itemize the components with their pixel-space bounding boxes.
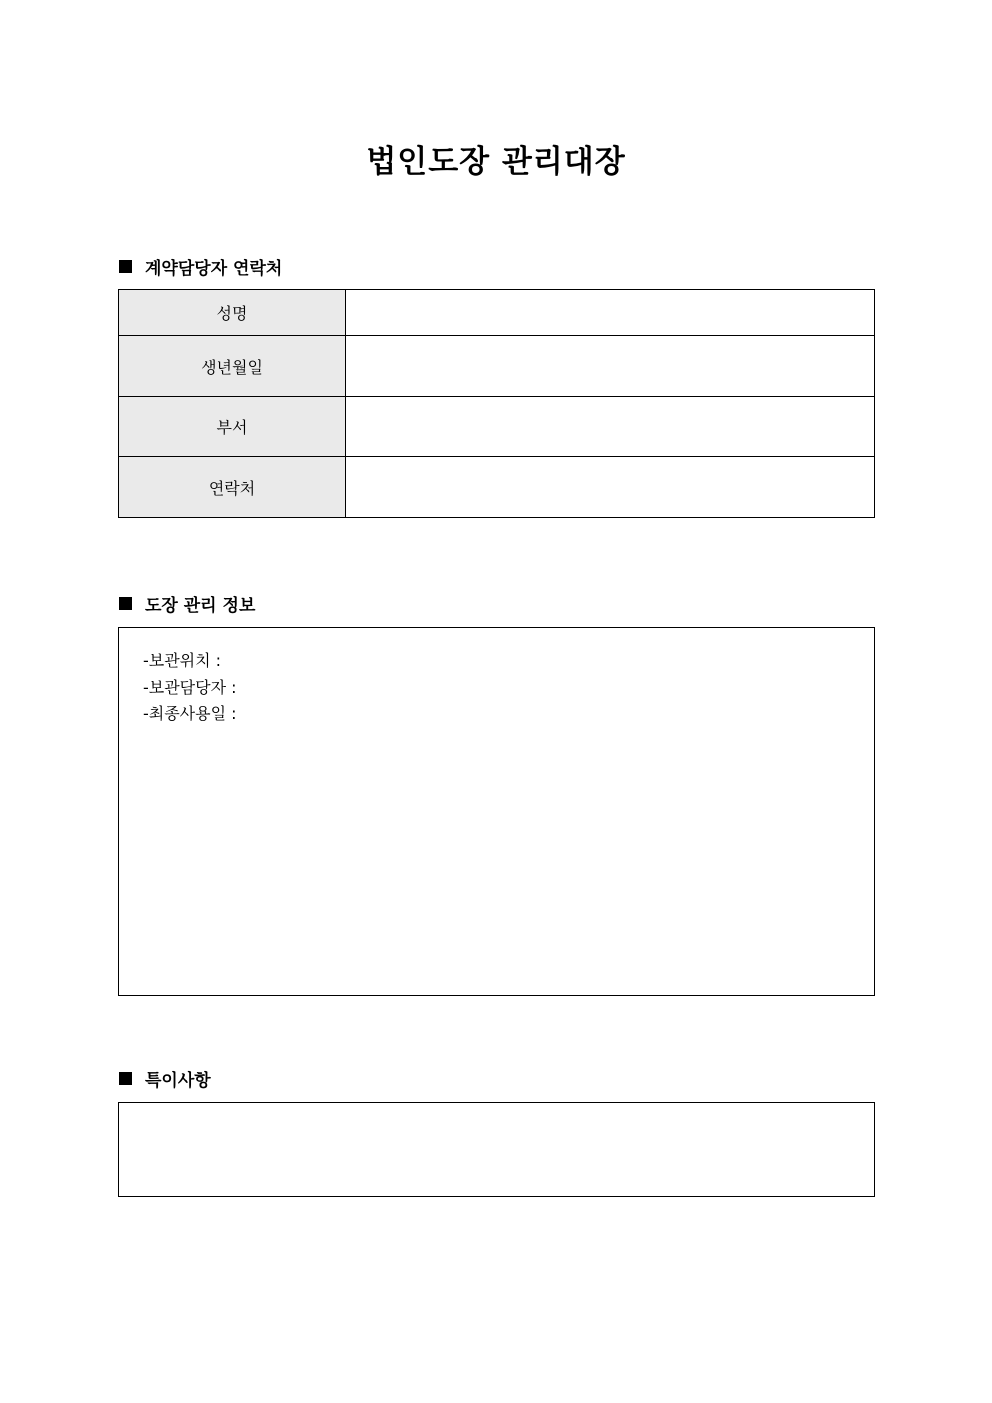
contact-section-heading-text: 계약담당자 연락처 — [145, 259, 283, 279]
name-field[interactable] — [346, 290, 875, 336]
table-row — [119, 290, 875, 336]
storage-location-line: -보관위치 : — [143, 651, 222, 670]
last-used-date-line: -최종사용일 : — [143, 704, 237, 723]
seal-info-lines — [143, 648, 237, 728]
square-bullet-icon — [119, 260, 132, 273]
department-label: 부서 — [119, 397, 346, 457]
phone-label: 연락처 — [119, 457, 346, 518]
seal-info-box[interactable] — [118, 627, 875, 996]
table-row — [119, 397, 875, 457]
document-title: 법인도장 관리대장 — [366, 144, 626, 180]
notes-section-heading — [119, 1066, 211, 1091]
square-bullet-icon — [119, 597, 132, 610]
contact-section-heading — [119, 254, 282, 279]
square-bullet-icon — [119, 1072, 132, 1085]
storage-manager-line: -보관담당자 : — [143, 677, 237, 697]
notes-section-heading-text: 특이사항 — [145, 1071, 211, 1091]
department-field[interactable] — [346, 397, 875, 457]
contact-table — [118, 289, 875, 518]
table-row — [119, 457, 875, 518]
notes-box[interactable] — [118, 1102, 875, 1197]
seal-section-heading-text: 도장 관리 정보 — [145, 596, 256, 616]
birthdate-label: 생년월일 — [119, 336, 346, 397]
seal-section-heading — [119, 591, 255, 616]
phone-field[interactable] — [346, 457, 875, 518]
birthdate-field[interactable] — [346, 336, 875, 397]
name-label: 성명 — [119, 290, 346, 336]
table-row — [119, 336, 875, 397]
